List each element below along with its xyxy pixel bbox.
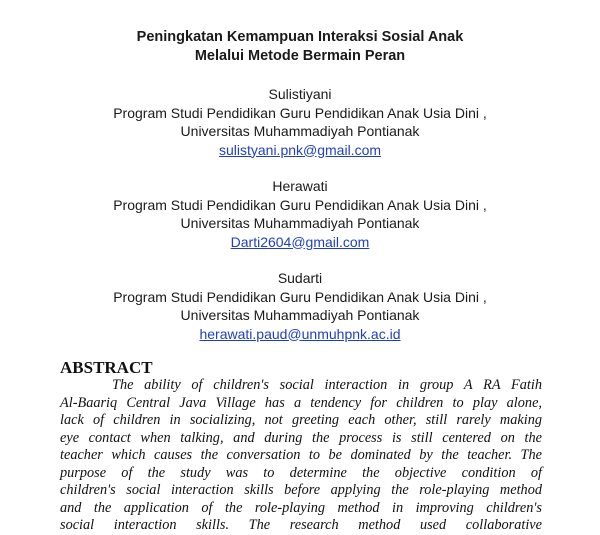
abstract-line: The ability of children's social interaction in group A RA Fatih [112, 377, 542, 393]
author-email-link[interactable]: herawati.paud@unmuhpnk.ac.id [199, 325, 401, 342]
abstract-line: and the application of the role-playing method in improving children's [60, 499, 542, 516]
author-program: Program Studi Pendidikan Guru Pendidikan Anak Usia Dini , [113, 196, 487, 213]
author-program: Program Studi Pendidikan Guru Pendidikan Anak Usia Dini , [113, 288, 487, 305]
abstract-line: Al-Baariq Central Java Village has a tendency for children to play alone, [60, 394, 542, 411]
abstract-body [60, 377, 542, 535]
author-block-3 [0, 269, 600, 343]
title-line-1: Peningkatan Kemampuan Interaksi Sosial Anak [136, 29, 464, 45]
author-program: Program Studi Pendidikan Guru Pendidikan Anak Usia Dini , [113, 104, 487, 121]
author-email-link[interactable]: sulistyani.pnk@gmail.com [218, 141, 382, 158]
author-university: Universitas Muhammadiyah Pontianak [180, 123, 420, 139]
abstract-line: lack of children in socializing, not greeting each other, still rarely making [60, 412, 542, 428]
title-line-2: Melalui Metode Bermain Peran [194, 48, 406, 64]
abstract-line: purpose of the study was to determine the objective condition of [60, 464, 542, 481]
abstract-line: teacher which causes the conversation to be dominated by the teacher. The [60, 447, 542, 463]
author-email-link[interactable]: Darti2604@gmail.com [230, 233, 370, 250]
author-name: Sudarti [277, 270, 323, 286]
author-university: Universitas Muhammadiyah Pontianak [180, 307, 420, 323]
abstract-heading: ABSTRACT [60, 358, 153, 377]
author-university: Universitas Muhammadiyah Pontianak [180, 215, 420, 231]
paper-title [0, 28, 600, 66]
author-name: Sulistiyani [268, 86, 332, 102]
abstract-line: eye contact when talking, and during the process is still centered on the [60, 429, 542, 446]
author-block-1 [0, 85, 600, 159]
abstract-line: social interaction skills. The research method used collaborative [60, 517, 542, 533]
author-name: Herawati [272, 178, 328, 194]
abstract-line: children's social interaction skills before applying the role-playing method [60, 482, 542, 498]
author-block-2 [0, 177, 600, 251]
